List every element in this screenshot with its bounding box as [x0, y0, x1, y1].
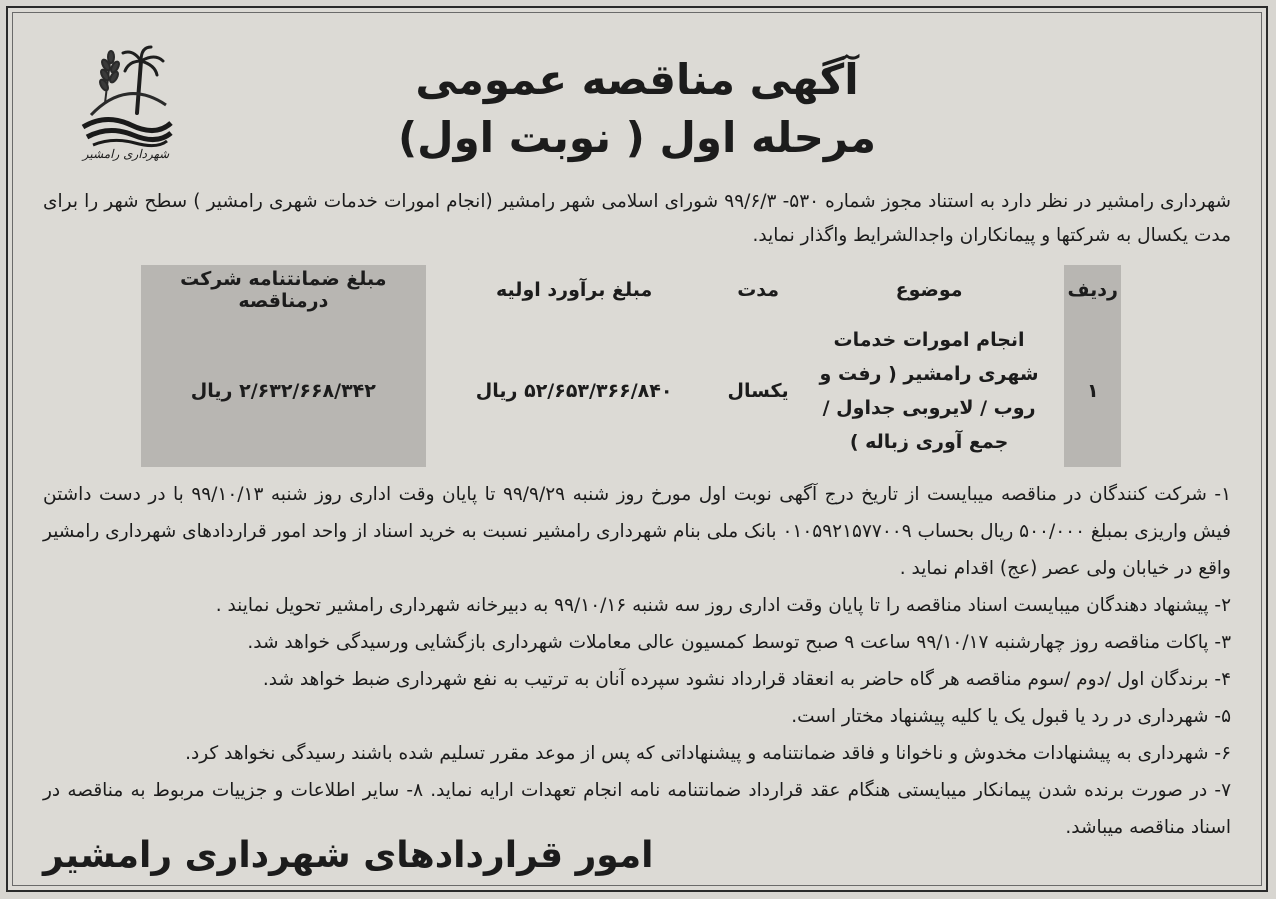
footer-signature: امور قراردادهای شهرداری رامشیر [43, 835, 654, 876]
condition-item: ۲- پیشنهاد دهندگان میبایست اسناد مناقصه را تا پایان وقت اداری روز سه شنبه ۹۹/۱۰/۱۶ به دبیرخانه شهرداری رامشیر تحویل نمایند . [215, 595, 1231, 616]
header-guarantee: مبلغ ضمانتنامه شرکت درمناقصه [141, 265, 426, 315]
condition-item: ۷- در صورت برنده شدن پیمانکار میبایستی هنگام عقد قرارداد ضمانتنامه نامه انجام تعهدات ارایه نماید. ۸- سایر اطلاعات و جزییات مربوط به مناقصه در اسناد مناقصه میباشد. [43, 780, 1231, 838]
header-subject: موضوع [895, 279, 963, 301]
condition-item: ۵- شهرداری در رد یا قبول یک یا کلیه پیشنهاد مختار است. [791, 706, 1231, 727]
cell-subject: انجام امورات خدمات شهری رامشیر ( رفت و روب / لایروبی جداول / جمع آوری زباله ) [819, 329, 1039, 453]
notice-page [6, 6, 1268, 892]
cell-guarantee: ۲/۶۳۲/۶۶۸/۳۴۲ ریال [141, 315, 426, 467]
cell-radif: ۱ [1064, 315, 1121, 467]
header-radif: ردیف [1064, 265, 1121, 315]
notice-inner-frame [12, 12, 1262, 886]
notice-title [13, 51, 1261, 167]
table-row [141, 315, 1121, 467]
tender-table-header [141, 265, 1121, 315]
header-duration: مدت [737, 279, 780, 301]
tender-table [131, 265, 1131, 467]
title-line-1: آگهی مناقصه عمومی [415, 55, 859, 104]
condition-item: ۴- برندگان اول /دوم /سوم مناقصه هر گاه حاضر به انعقاد قرارداد نشود سپرده آنان به ترتیب به نفع شهرداری ضبط خواهد شد. [262, 669, 1231, 690]
title-line-2: مرحله اول ( نوبت اول) [397, 113, 877, 162]
intro-paragraph: شهرداری رامشیر در نظر دارد به استناد مجوز شماره ۵۳۰- ۹۹/۶/۳ شورای اسلامی شهر رامشیر (انجام امورات خدمات شهری رامشیر ) سطح شهر را برای مدت یکسال به شرکتها و پیمانکاران واجدالشرایط واگذار نماید. [43, 191, 1231, 246]
condition-item: ۶- شهرداری به پیشنهادات مخدوش و ناخوانا و فاقد ضمانتنامه و پیشنهاداتی که پس از موعد مقرر تسلیم شده باشند رسیدگی نخواهد کرد. [185, 743, 1231, 764]
condition-item: ۳- پاکات مناقصه روز چهارشنبه ۹۹/۱۰/۱۷ ساعت ۹ صبح توسط کمسیون عالی معاملات شهرداری بازگشایی ورسیدگی خواهد شد. [247, 632, 1231, 653]
cell-duration: یکسال [727, 380, 789, 402]
condition-item: ۱- شرکت کنندگان در مناقصه میبایست از تاریخ درج آگهی نوبت اول مورخ روز شنبه ۹۹/۹/۲۹ تا پایان وقت اداری روز شنبه ۹۹/۱۰/۱۳ با در دست داشتن فیش واریزی بمبلغ ۵۰۰/۰۰۰ ریال بحساب ۰۱۰۵۹۲۱۵۷۷۰۰۹ بانک ملی بنام شهرداری رامشیر نسبت به خرید اسناد از واحد امور قراردادهای شهرداری رامشیر واقع در خیابان ولی عصر (عج) اقدام نماید . [43, 484, 1231, 579]
conditions-list [43, 476, 1231, 846]
logo-caption: شهرداری رامشیر [82, 147, 170, 161]
cell-estimate: ۵۲/۶۵۳/۳۶۶/۸۴۰ ریال [475, 380, 673, 402]
header-estimate: مبلغ برآورد اولیه [496, 279, 653, 301]
